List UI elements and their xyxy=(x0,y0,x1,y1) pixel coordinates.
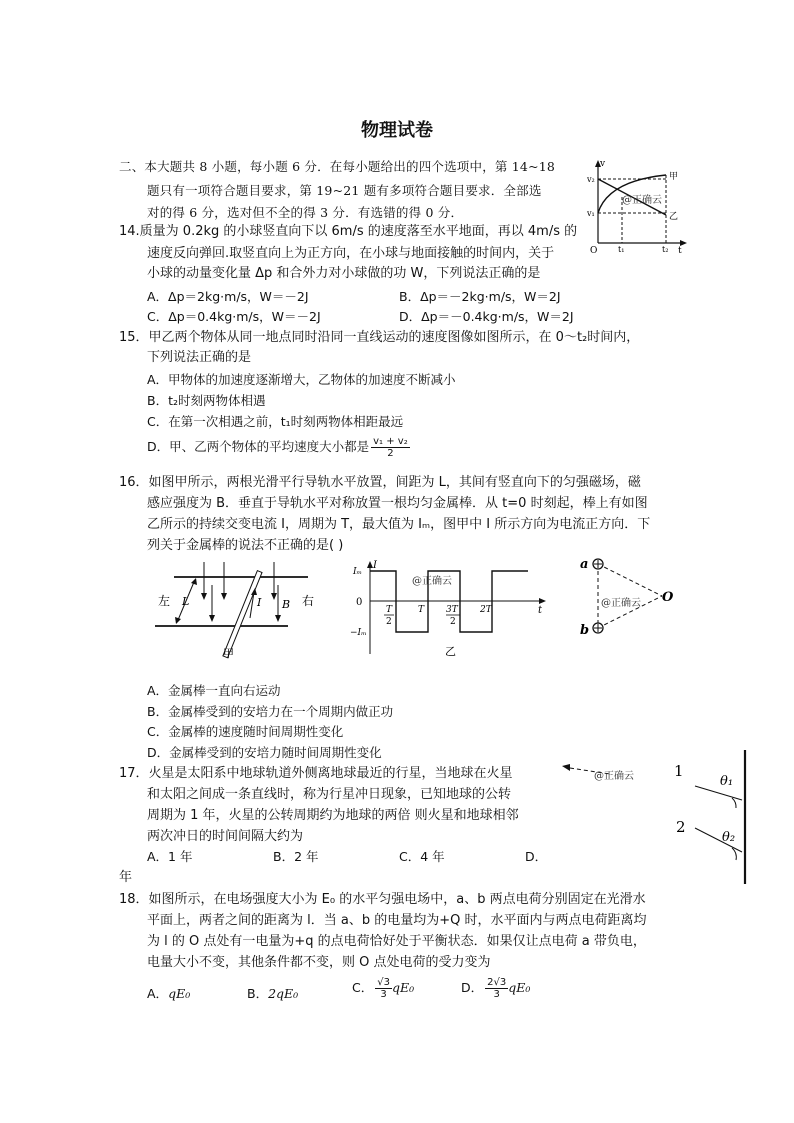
watermark: @正确云 xyxy=(601,598,641,609)
fraction-denominator: 3 xyxy=(380,989,387,1000)
I-label: I xyxy=(257,596,262,609)
t-axis-label: t xyxy=(678,246,682,253)
neg-Im-label: −Iₘ xyxy=(350,628,367,638)
q18-option-d-letter: D． xyxy=(461,980,484,995)
q16-line-4: 列关于金属棒的说法不正确的是( ) xyxy=(147,538,344,553)
watermark: @正确云 xyxy=(594,771,634,782)
q15-line-1: 15．甲乙两个物体从同一地点同时沿同一直线运动的速度图像如图所示，在 0～t₂时间内， xyxy=(119,330,640,345)
B-label: B xyxy=(282,598,291,611)
right-label: 右 xyxy=(302,594,315,608)
q15-line-2: 下列说法正确的是 xyxy=(147,350,252,365)
q17-line-1: 17．火星是太阳系中地球轨道外侧离地球最近的行星，当地球在火星 xyxy=(119,766,513,781)
q16-option-c: C．金属棒的速度随时间周期性变化 xyxy=(147,724,344,739)
q17-option-c: C．4 年 xyxy=(399,849,445,864)
q14-line-2: 速度反向弹回.取竖直向上为正方向，在小球与地面接触的时间内，关于 xyxy=(147,246,555,261)
L-label: L xyxy=(182,595,190,608)
q16-line-3: 乙所示的持续交变电流 I，周期为 T，最大值为 Iₘ，图甲中 I 所示方向为电流正方向．下 xyxy=(147,517,651,532)
ray-2-label: 2 xyxy=(676,818,686,836)
average-velocity-fraction xyxy=(371,436,410,459)
T-label: T xyxy=(418,605,425,615)
q18-option-d-value: qE₀ xyxy=(508,980,531,995)
q15-option-b: B．t₂时刻两物体相遇 xyxy=(147,393,266,408)
q18-option-c xyxy=(352,977,414,1000)
q18-option-a-value: qE₀ xyxy=(168,986,191,1001)
instruction-line-3: 对的得 6 分，选对但不全的得 3 分．有选错的得 0 分． xyxy=(147,205,464,220)
ray-1-label: 1 xyxy=(674,762,684,780)
fraction-denominator: 3 xyxy=(493,989,500,1000)
q17-option-d: D． xyxy=(525,849,548,864)
figure-yi-caption: 乙 xyxy=(445,645,456,658)
velocity-time-graph xyxy=(586,157,690,253)
q15-option-d-text: D．甲、乙两个物体的平均速度大小都是 xyxy=(147,439,370,454)
q18-option-d-fraction xyxy=(485,977,508,1000)
q18-option-c-value: qE₀ xyxy=(391,980,415,995)
q18-option-c-letter: C． xyxy=(352,980,374,995)
q14-option-b: B．Δp＝－2kg·m/s，W＝2J xyxy=(399,289,561,304)
q16-line-2: 感应强度为 B．垂直于导轨水平对称放置一根均匀金属棒．从 t=0 时刻起，棒上有如图 xyxy=(147,496,648,511)
v1-label: v₁ xyxy=(587,209,595,218)
fraction-denominator: 2 xyxy=(387,448,394,459)
O-point-label: O xyxy=(662,590,674,605)
q16-line-1: 16．如图甲所示，两根光滑平行导轨水平放置，间距为 L，其间有竖直向下的匀强磁场，磁 xyxy=(119,475,641,490)
T-half-den: 2 xyxy=(386,617,392,627)
three-T-half-num: 3T xyxy=(446,605,458,615)
v2-label: v₂ xyxy=(587,175,595,184)
origin-label: O xyxy=(590,246,598,253)
figure-yi-current-graph xyxy=(350,558,550,658)
b-charge-label: b xyxy=(580,623,590,638)
figure-jia-caption: 甲 xyxy=(223,647,234,660)
page-title: 物理试卷 xyxy=(361,120,433,141)
q18-option-b xyxy=(247,984,298,1004)
jia-curve-label: 甲 xyxy=(669,172,679,182)
watermark: @正确云 xyxy=(412,576,452,587)
q18-option-b-value: 2qE₀ xyxy=(268,986,299,1001)
figure-jia-rails xyxy=(150,560,330,660)
q18-line-3: 为 l 的 O 点处有一电量为+q 的点电荷恰好处于平衡状态．如果仅让点电荷 a 带负电， xyxy=(147,934,646,949)
light-rays-figure xyxy=(550,748,750,888)
T-half-num: T xyxy=(386,605,393,615)
three-T-half-den: 2 xyxy=(450,617,456,627)
q15-option-a: A．甲物体的加速度逐渐增大，乙物体的加速度不断减小 xyxy=(147,372,456,387)
yi-line-label: 乙 xyxy=(669,212,679,222)
q18-option-a-letter: A． xyxy=(147,986,169,1001)
q17-line-4: 两次冲日的时间间隔大约为 xyxy=(147,829,304,844)
q16-option-d: D．金属棒受到的安培力随时间周期性变化 xyxy=(147,745,382,760)
Im-label: Iₘ xyxy=(353,567,363,577)
left-label: 左 xyxy=(158,594,171,608)
q18-line-4: 电量大小不变，其他条件都不变，则 O 点处电荷的受力变为 xyxy=(147,955,491,970)
theta2-label: θ₂ xyxy=(722,830,736,845)
q14-line-1: 14.质量为 0.2kg 的小球竖直向下以 6m/s 的速度落至水平地面，再以 4m/s 的 xyxy=(119,224,578,239)
q14-option-d: D．Δp＝－0.4kg·m/s，W＝2J xyxy=(399,309,574,324)
charges-triangle-figure xyxy=(574,554,684,638)
q14-line-3: 小球的动量变化量 Δp 和合外力对小球做的功 W，下列说法正确的是 xyxy=(147,266,541,281)
theta1-label: θ₁ xyxy=(720,774,734,789)
fraction-numerator: √3 xyxy=(377,977,390,988)
t-axis-label: t xyxy=(538,605,543,616)
v-axis-label: v xyxy=(600,159,606,169)
I-axis-label: I xyxy=(373,560,377,571)
q14-option-a: A．Δp＝2kg·m/s，W＝－2J xyxy=(147,289,309,304)
q17-option-a: A．1 年 xyxy=(147,849,193,864)
q18-line-2: 平面上，两者之间的距离为 l．当 a、b 的电量均为+Q 时，水平面内与两点电荷距离均 xyxy=(147,913,647,928)
q16-option-b: B．金属棒受到的安培力在一个周期内做正功 xyxy=(147,704,394,719)
q16-option-a: A．金属棒一直向右运动 xyxy=(147,683,281,698)
q17-option-b: B．2 年 xyxy=(273,849,319,864)
two-T-label: 2T xyxy=(480,605,492,615)
a-charge-label: a xyxy=(580,557,589,572)
q14-option-c: C．Δp＝0.4kg·m/s，W＝－2J xyxy=(147,309,321,324)
q18-line-1: 18．如图所示，在电场强度大小为 E₀ 的水平匀强电场中，a、b 两点电荷分别固定在光滑水 xyxy=(119,892,646,907)
instruction-line-1: 二、本大题共 8 小题，每小题 6 分．在每小题给出的四个选项中，第 14~18 xyxy=(119,159,556,174)
q15-option-d xyxy=(147,436,410,459)
fraction-numerator: 2√3 xyxy=(487,977,507,988)
zero-label: 0 xyxy=(356,597,363,608)
q17-line-2: 和太阳之间成一条直线时，称为行星冲日现象，已知地球的公转 xyxy=(147,787,512,802)
q17-tail: 年 xyxy=(119,870,133,885)
q18-option-d xyxy=(461,977,530,1000)
q18-option-c-fraction xyxy=(375,977,392,1000)
watermark: @正确云 xyxy=(622,195,662,206)
t1-label: t₁ xyxy=(618,245,625,253)
q18-option-a xyxy=(147,984,190,1004)
t2-label: t₂ xyxy=(662,245,669,253)
q17-line-3: 周期为 1 年，火星的公转周期约为地球的两倍 则火星和地球相邻 xyxy=(147,808,519,823)
q18-option-b-letter: B． xyxy=(247,986,269,1001)
instruction-line-2: 题只有一项符合题目要求，第 19~21 题有多项符合题目要求．全部选 xyxy=(147,183,542,198)
q15-option-c: C．在第一次相遇之前，t₁时刻两物体相距最远 xyxy=(147,414,404,429)
fraction-numerator: v₁ + v₂ xyxy=(373,436,408,447)
